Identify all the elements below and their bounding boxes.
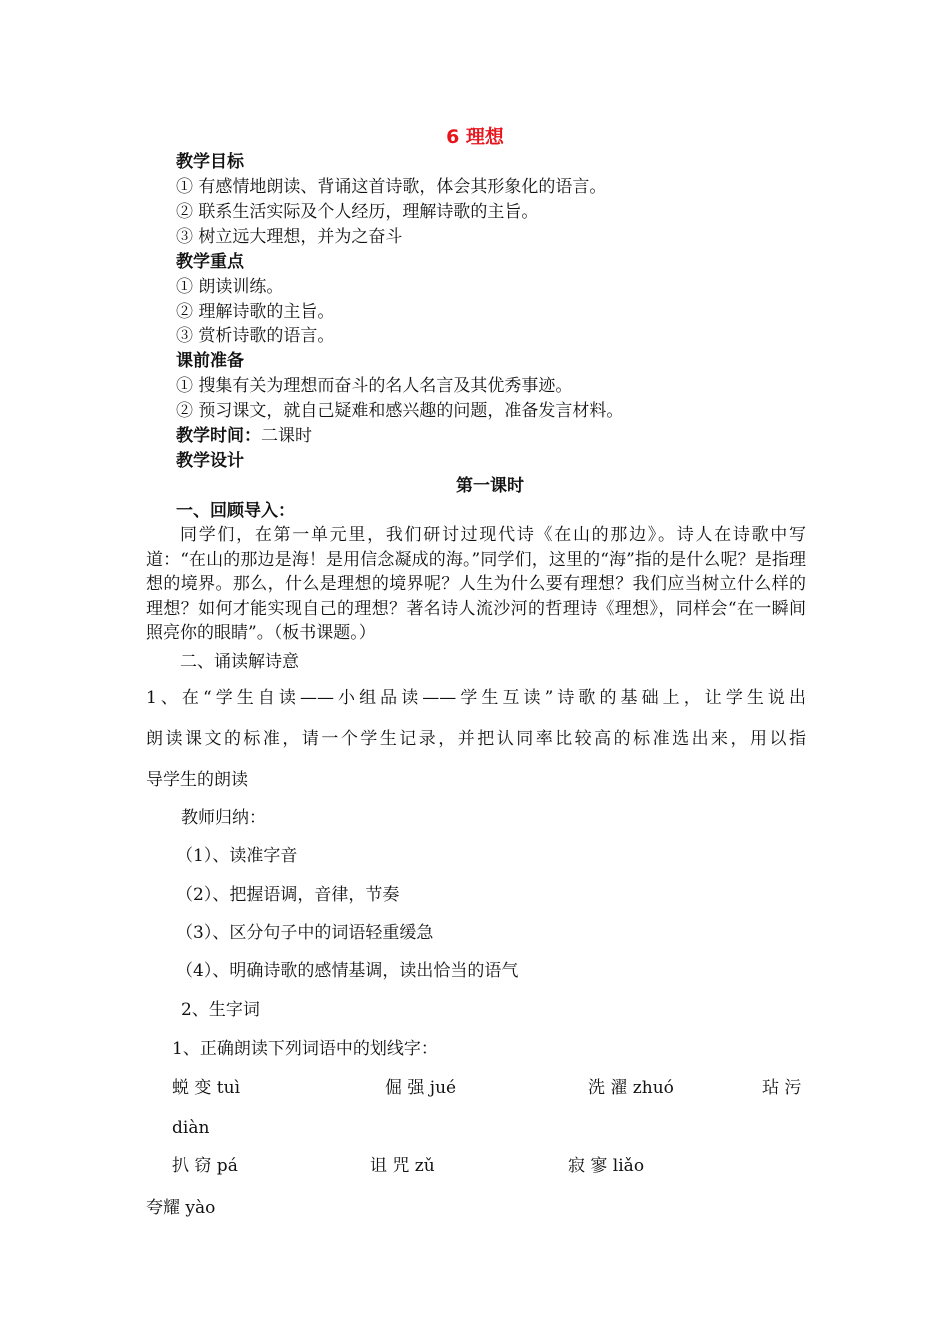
objective-item: ① 有感情地朗读、背诵这首诗歌，体会其形象化的语言。 [176,177,607,197]
vocab-word: 蜕 变 tuì [172,1078,241,1098]
preparation-item: ② 预习课文，就自己疑难和感兴趣的问题，准备发言材料。 [176,401,624,421]
objectives-heading: 教学目标 [176,152,244,172]
section1-paragraph: 同学们，在第一单元里，我们研讨过现代诗《在山的那边》。诗人在诗歌中写道：“在山的那边是海！是用信念凝成的海。”同学们，这里的“海”指的是什么呢？是指理想的境界。那么，什么是理想的境界呢？人生为什么要有理想？我们应当树立什么样的理想？如何才能实现自己的理想？著名诗人流沙河的哲理诗《理想》，同样会“在一瞬间照亮你的眼睛”。（板书课题。） [146,525,806,643]
design-heading: 教学设计 [176,451,244,471]
teaching-time [176,424,312,448]
vocab-word: 洗 濯 zhuó [588,1078,674,1098]
section1-heading: 一、回顾导入： [176,501,295,521]
summary-item: （1）、读准字音 [176,846,298,866]
vocab-word: 倔 强 jué [385,1078,457,1098]
preparation-heading: 课前准备 [176,351,244,371]
document-title: 6 理想 [446,126,504,148]
summary-item: （3）、区分句子中的词语轻重缓急 [176,923,434,943]
vocab-word: 夸耀 yào [146,1198,216,1218]
preparation-item: ① 搜集有关为理想而奋斗的名人名言及其优秀事迹。 [176,376,573,396]
key-point-item: ③ 赏析诗歌的语言。 [176,326,335,346]
objective-item: ② 联系生活实际及个人经历，理解诗歌的主旨。 [176,202,539,222]
vocab-word: 诅 咒 zǔ [370,1156,435,1176]
key-points-heading: 教学重点 [176,252,244,272]
teaching-time-value: 二课时 [261,426,312,446]
summary-item: （4）、明确诗歌的感情基调，读出恰当的语气 [176,961,519,981]
lesson-heading: 第一课时 [456,476,524,496]
vocab-word: 玷 污 [762,1078,802,1098]
summary-item: （2）、把握语调，音律，节奏 [176,885,400,905]
section2-heading: 二、诵读解诗意 [180,652,299,672]
vocab-word: 扒 窃 pá [172,1156,238,1176]
key-point-item: ① 朗读训练。 [176,277,284,297]
vocab-pinyin: diàn [172,1118,210,1138]
step1-line: 朗读课文的标准，请一个学生记录，并把认同率比较高的标准选出来，用以指 [146,729,806,749]
vocab-instruction: 1、正确朗读下列词语中的划线字： [172,1039,438,1059]
teaching-time-label: 教学时间： [176,426,261,446]
step1-line: 导学生的朗读 [146,770,248,790]
summary-label: 教师归纳： [181,808,266,828]
objective-item: ③ 树立远大理想，并为之奋斗 [176,227,403,247]
step1-line: 1、在“学生自读——小组品读——学生互读”诗歌的基础上，让学生说出 [146,688,806,708]
vocab-word: 寂 寥 liǎo [568,1156,645,1176]
step2-heading: 2、生字词 [181,1000,260,1020]
key-point-item: ② 理解诗歌的主旨。 [176,302,335,322]
